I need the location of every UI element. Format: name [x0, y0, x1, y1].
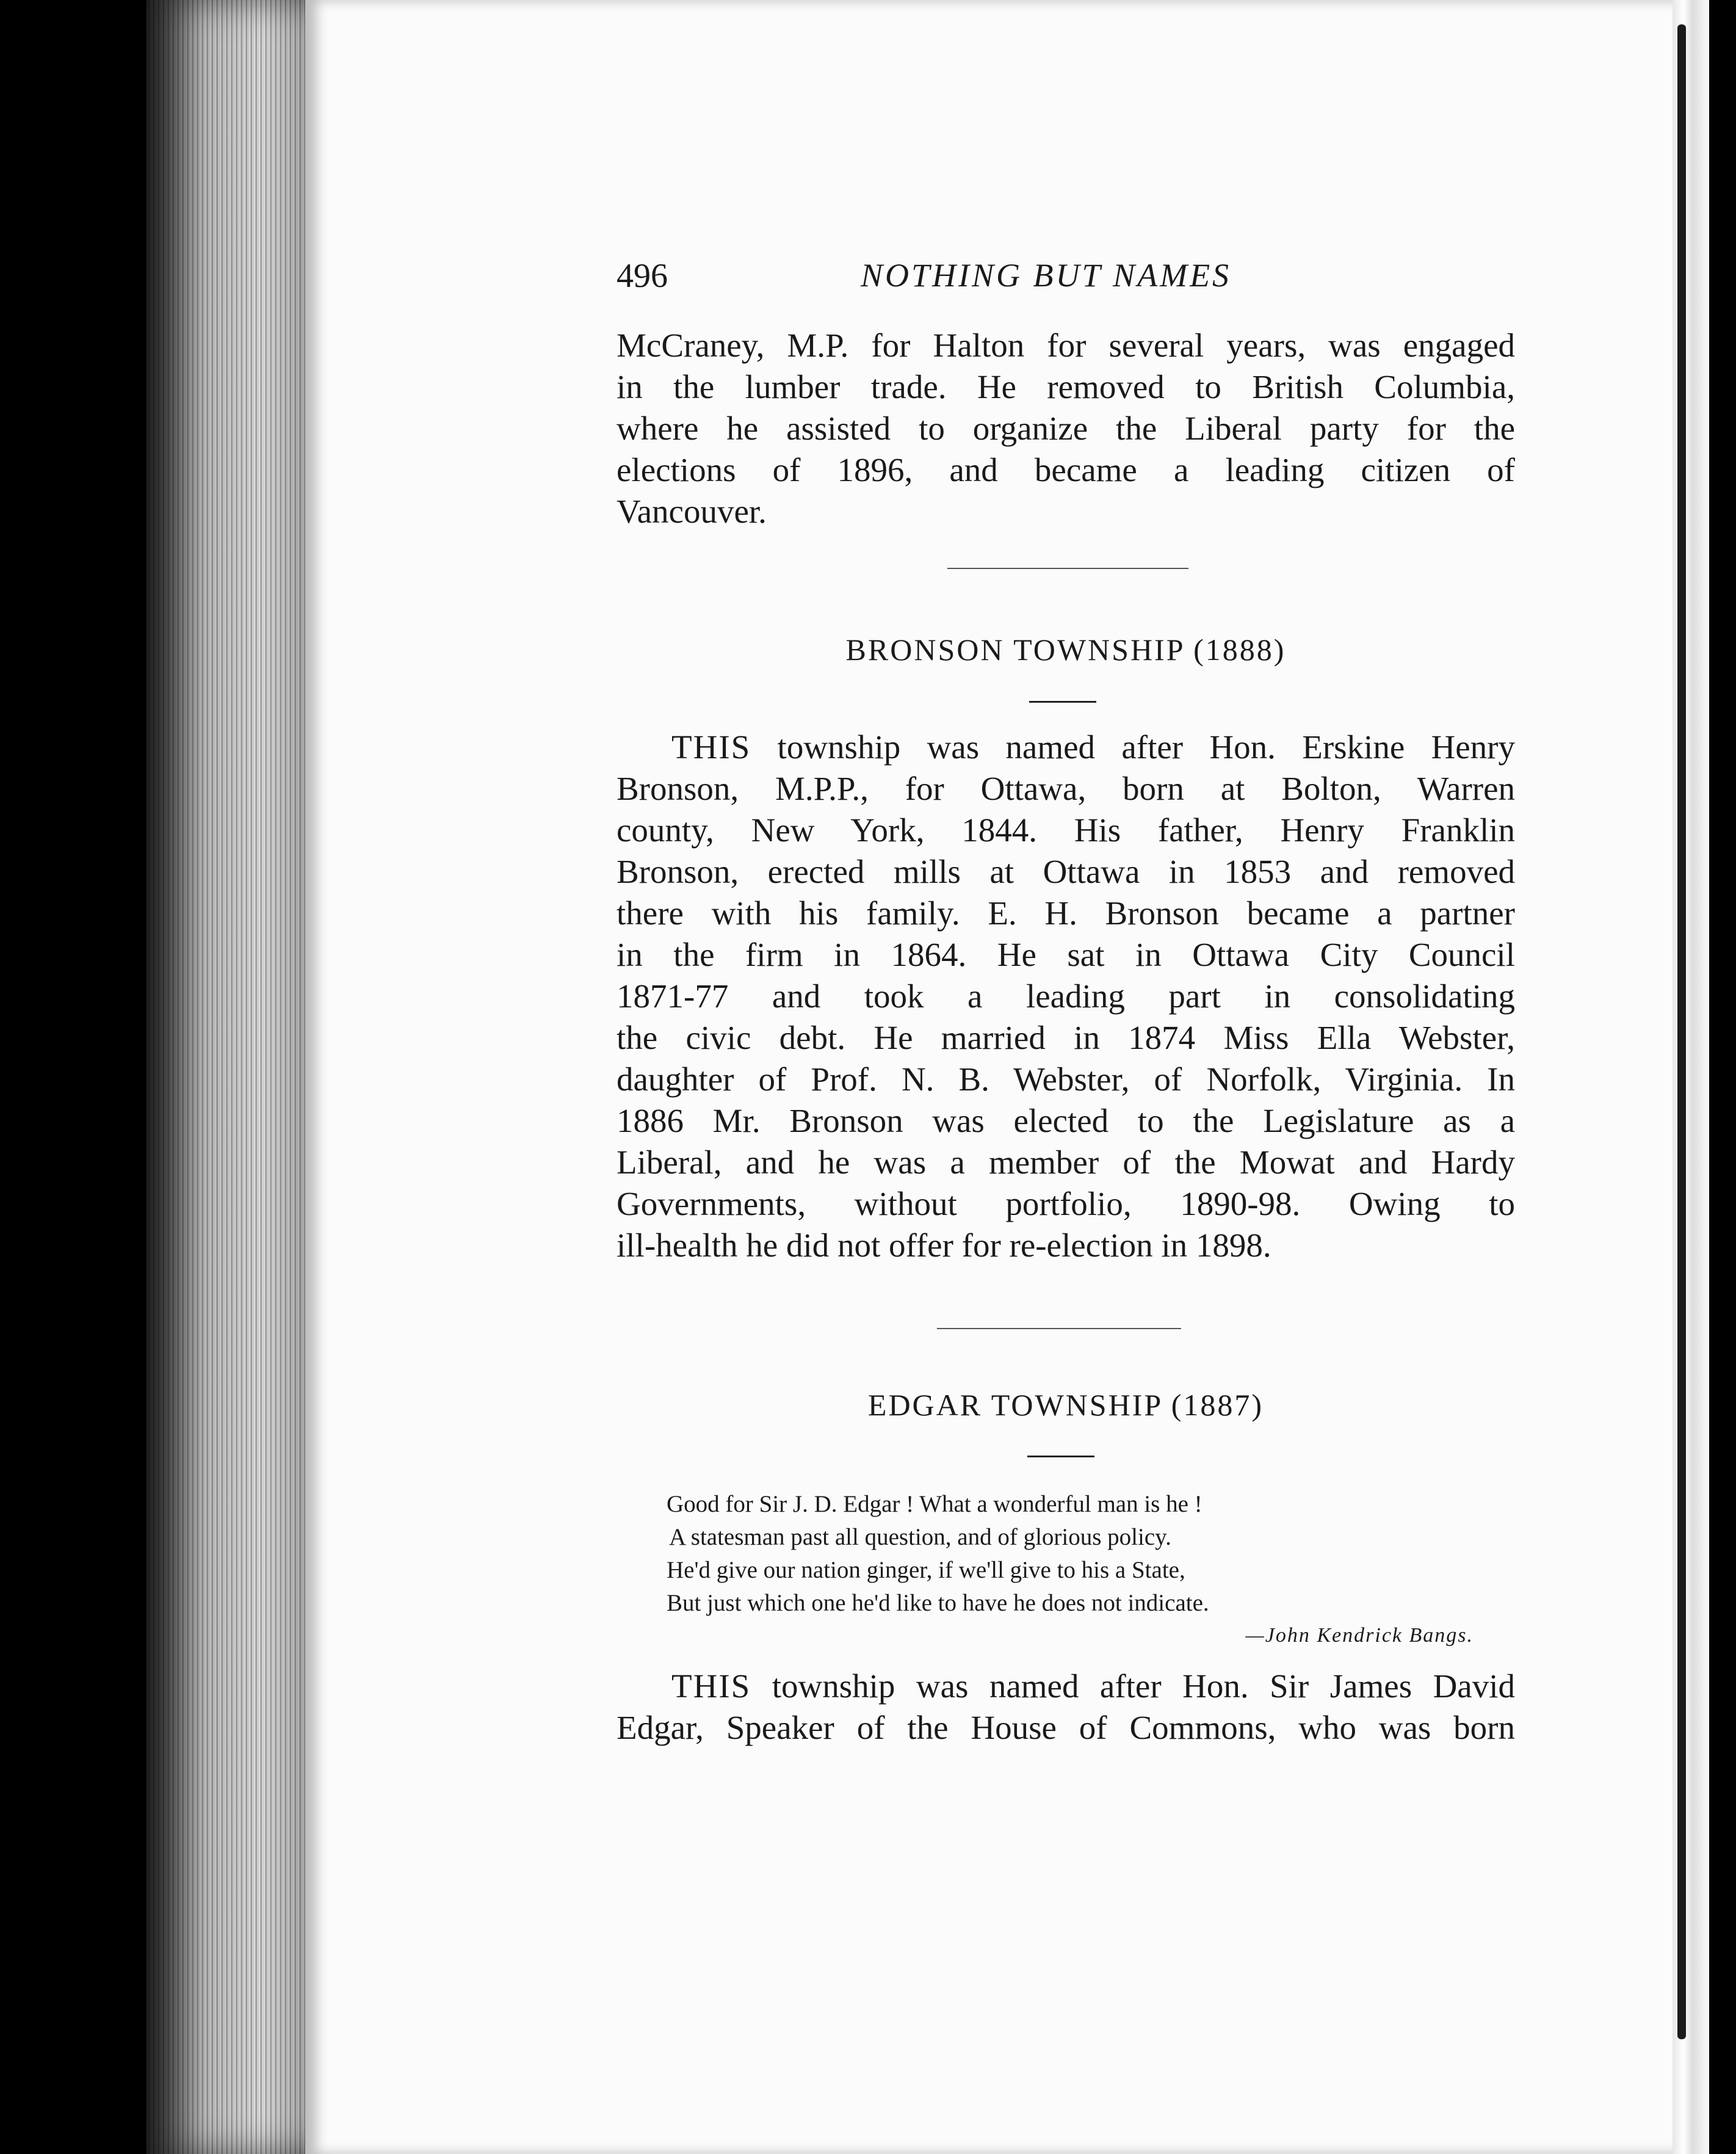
heading-underline	[1027, 1456, 1094, 1457]
text-line: Governments, without portfolio, 1890-98. Owing to	[617, 1185, 1515, 1222]
verse-line: But just which one he'd like to have he does not indicate.	[667, 1590, 1209, 1616]
text-line: where he assisted to organize the Liberal party for the	[617, 410, 1515, 447]
text-line: McCraney, M.P. for Halton for several years, was engaged	[617, 327, 1515, 364]
bronson-paragraph	[617, 727, 1515, 1266]
text-line: the civic debt. He married in 1874 Miss Ella Webster,	[617, 1019, 1515, 1056]
text-line: elections of 1896, and became a leading citizen of	[617, 451, 1515, 488]
verse-line: Good for Sir J. D. Edgar ! What a wonderful man is he !	[667, 1491, 1203, 1517]
text-line: ill-health he did not offer for re-election in 1898.	[617, 1227, 1271, 1264]
intro-paragraph	[617, 325, 1515, 532]
text-line: 1871-77 and took a leading part in consolidating	[617, 977, 1515, 1015]
epigraph-attribution: —John Kendrick Bangs.	[1245, 1624, 1474, 1647]
text-line: Liberal, and he was a member of the Mowat and Hardy	[617, 1144, 1515, 1181]
text-line: in the lumber trade. He removed to British Columbia,	[617, 368, 1515, 405]
text-line: daughter of Prof. N. B. Webster, of Norfolk, Virginia. In	[617, 1061, 1515, 1098]
text-line: in the firm in 1864. He sat in Ottawa City Council	[617, 936, 1515, 973]
book-page-edges	[146, 0, 311, 2154]
section-divider	[947, 568, 1188, 569]
text-line-rest: township was named after Hon. Sir James David	[751, 1667, 1515, 1705]
page-number: 496	[617, 257, 668, 295]
text-line	[617, 1666, 1515, 1707]
text-line: 1886 Mr. Bronson was elected to the Legislature as a	[617, 1102, 1515, 1139]
running-title: NOTHING BUT NAMES	[861, 257, 1232, 294]
verse-line: A statesman past all question, and of glorious policy.	[669, 1524, 1171, 1550]
epigraph-verse	[667, 1488, 1478, 1620]
facing-page-edge	[1673, 0, 1709, 2154]
lead-word: THIS	[671, 728, 751, 766]
text-line: county, New York, 1844. His father, Henry Franklin	[617, 811, 1515, 849]
text-line: Bronson, erected mills at Ottawa in 1853 and removed	[617, 853, 1515, 890]
text-line: Edgar, Speaker of the House of Commons, who was born	[617, 1709, 1515, 1746]
verse-line: He'd give our nation ginger, if we'll give to his a State,	[667, 1557, 1185, 1583]
edgar-paragraph	[617, 1666, 1515, 1749]
text-line: there with his family. E. H. Bronson became a partner	[617, 894, 1515, 932]
text-line: Bronson, M.P.P., for Ottawa, born at Bolton, Warren	[617, 770, 1515, 807]
text-line-rest: township was named after Hon. Erskine Henry	[751, 728, 1515, 766]
section-heading-bronson: BRONSON TOWNSHIP (1888)	[845, 633, 1286, 667]
text-line: Vancouver.	[617, 493, 767, 530]
running-head	[617, 256, 1276, 305]
text-line	[617, 727, 1515, 768]
lead-word: THIS	[671, 1667, 751, 1705]
heading-underline	[1029, 701, 1096, 703]
section-divider	[937, 1328, 1181, 1329]
section-heading-edgar: EDGAR TOWNSHIP (1887)	[867, 1388, 1264, 1422]
